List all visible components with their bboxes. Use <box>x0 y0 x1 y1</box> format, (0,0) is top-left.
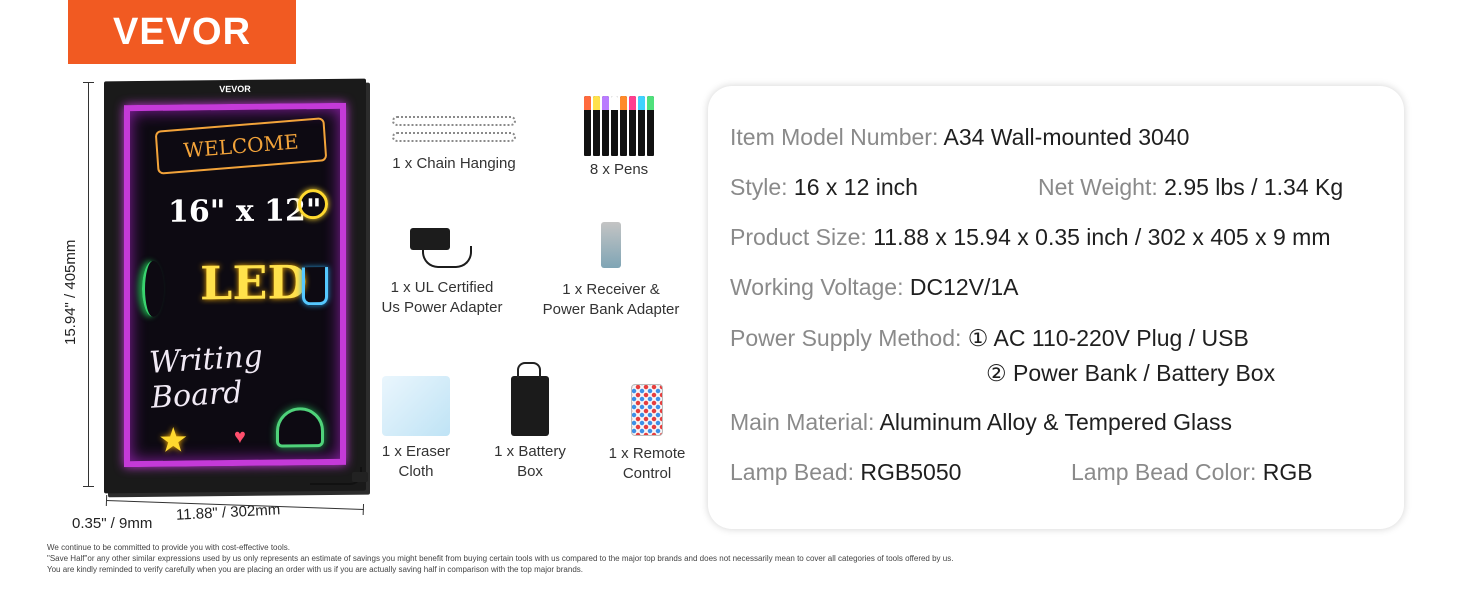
accessory-label: Power Bank Adapter <box>542 301 680 318</box>
accessory-battery-box <box>488 376 572 482</box>
accessory-pens <box>578 96 660 180</box>
accessory-remote <box>602 384 692 484</box>
pen-icon <box>638 96 645 156</box>
width-dimension-label: 11.88" / 302mm <box>175 501 281 524</box>
spec-key: Product Size: <box>730 224 867 250</box>
disclaimer-line: "Save Half"or any other similar expressions used by us only represents an estimate of savings you might benefit from buying certain tools with us compared to the major top brands and does not necessarily mean to cover all categories of tools offered by us. <box>47 554 954 563</box>
spec-model <box>730 124 1189 151</box>
accessory-label: Us Power Adapter <box>381 299 503 316</box>
spec-working-voltage <box>730 274 1019 301</box>
spec-key: Power Supply Method: <box>730 325 962 351</box>
spec-key: Working Voltage: <box>730 274 904 300</box>
pen-icon <box>647 96 654 156</box>
spec-value: ② Power Bank / Battery Box <box>986 360 1276 386</box>
spec-value: Aluminum Alloy & Tempered Glass <box>879 409 1232 435</box>
accessory-label: 1 x Chain Hanging <box>392 155 516 172</box>
accessory-label: 1 x UL Certified <box>390 279 494 296</box>
spec-value: ① AC 110-220V Plug / USB <box>967 325 1249 351</box>
disclaimer <box>47 542 953 575</box>
leaf-icon <box>142 261 164 317</box>
spec-value: DC12V/1A <box>909 274 1019 300</box>
led-text: LED <box>200 255 308 311</box>
board-frame <box>104 79 366 494</box>
writing-board-text: Writing Board <box>148 338 264 416</box>
accessory-label: 1 x Battery <box>494 443 566 460</box>
pen-icon <box>593 96 600 156</box>
chain-icon <box>384 112 524 150</box>
spec-key: Style: <box>730 174 788 200</box>
spec-key: Main Material: <box>730 409 875 435</box>
board-glass <box>124 103 346 467</box>
spec-net-weight <box>1038 174 1343 201</box>
usb-receiver-icon <box>601 222 621 268</box>
star-icon: ★ <box>158 421 189 460</box>
disclaimer-line: You are kindly reminded to verify carefully when you are placing an order with us if you are actually saving half in comparison with the top major brands. <box>47 565 583 574</box>
height-dimension-label: 15.94" / 405mm <box>62 239 79 345</box>
accessory-label: 1 x Eraser <box>381 443 451 460</box>
board-size-text: 16" x 12" <box>168 193 322 230</box>
accessory-label: Cloth <box>398 463 434 480</box>
vevor-logo: VEVOR <box>68 0 296 64</box>
spec-value: A34 Wall-mounted 3040 <box>943 124 1190 150</box>
eraser-cloth-icon <box>382 376 450 436</box>
welcome-banner: WELCOME <box>155 117 328 174</box>
spec-value: RGB <box>1262 459 1313 485</box>
disclaimer-line: We continue to be committed to provide you with cost-effective tools. <box>47 543 290 552</box>
spec-key: Item Model Number: <box>730 124 939 150</box>
height-dimension-line <box>88 82 89 487</box>
spec-main-material <box>730 409 1232 436</box>
spec-power-supply <box>730 325 1249 352</box>
accessory-chain-hanging <box>384 112 524 174</box>
accessory-label: 1 x Receiver & <box>562 281 660 298</box>
cup-icon <box>302 267 328 305</box>
spec-product-size <box>730 224 1330 251</box>
remote-control-icon <box>631 384 663 436</box>
accessory-label: 8 x Pens <box>589 161 649 178</box>
pen-icon <box>584 96 591 156</box>
led-board-illustration <box>60 72 380 542</box>
accessory-eraser-cloth <box>376 376 456 482</box>
sun-icon <box>298 189 328 219</box>
spec-key: Lamp Bead Color: <box>1071 459 1257 485</box>
power-adapter-icon <box>402 220 482 272</box>
accessory-label: Box <box>517 463 543 480</box>
spec-card <box>708 86 1404 529</box>
spec-lamp-bead <box>730 459 961 486</box>
accessory-label: Control <box>622 465 672 482</box>
plug-icon <box>352 472 368 482</box>
pens-icon <box>583 96 655 156</box>
battery-box-icon <box>511 376 549 436</box>
pen-icon <box>611 96 618 156</box>
spec-style <box>730 174 918 201</box>
pen-icon <box>602 96 609 156</box>
spec-lamp-bead-color <box>1071 459 1313 486</box>
accessory-power-adapter <box>370 220 514 318</box>
spec-value: RGB5050 <box>860 459 962 485</box>
spec-value: 16 x 12 inch <box>793 174 918 200</box>
heart-icon: ♥ <box>234 425 246 449</box>
depth-dimension-label: 0.35" / 9mm <box>72 515 153 532</box>
spec-value: 2.95 lbs / 1.34 Kg <box>1164 174 1344 200</box>
pen-icon <box>620 96 627 156</box>
spec-key: Net Weight: <box>1038 174 1158 200</box>
burger-icon <box>276 407 324 448</box>
accessory-label: 1 x Remote <box>608 445 686 462</box>
spec-key: Lamp Bead: <box>730 459 855 485</box>
spec-power-supply-2 <box>986 360 1275 387</box>
accessory-receiver <box>530 222 692 320</box>
frame-brand-label: VEVOR <box>219 83 251 95</box>
pen-icon <box>629 96 636 156</box>
spec-value: 11.88 x 15.94 x 0.35 inch / 302 x 405 x 9 mm <box>873 224 1331 250</box>
